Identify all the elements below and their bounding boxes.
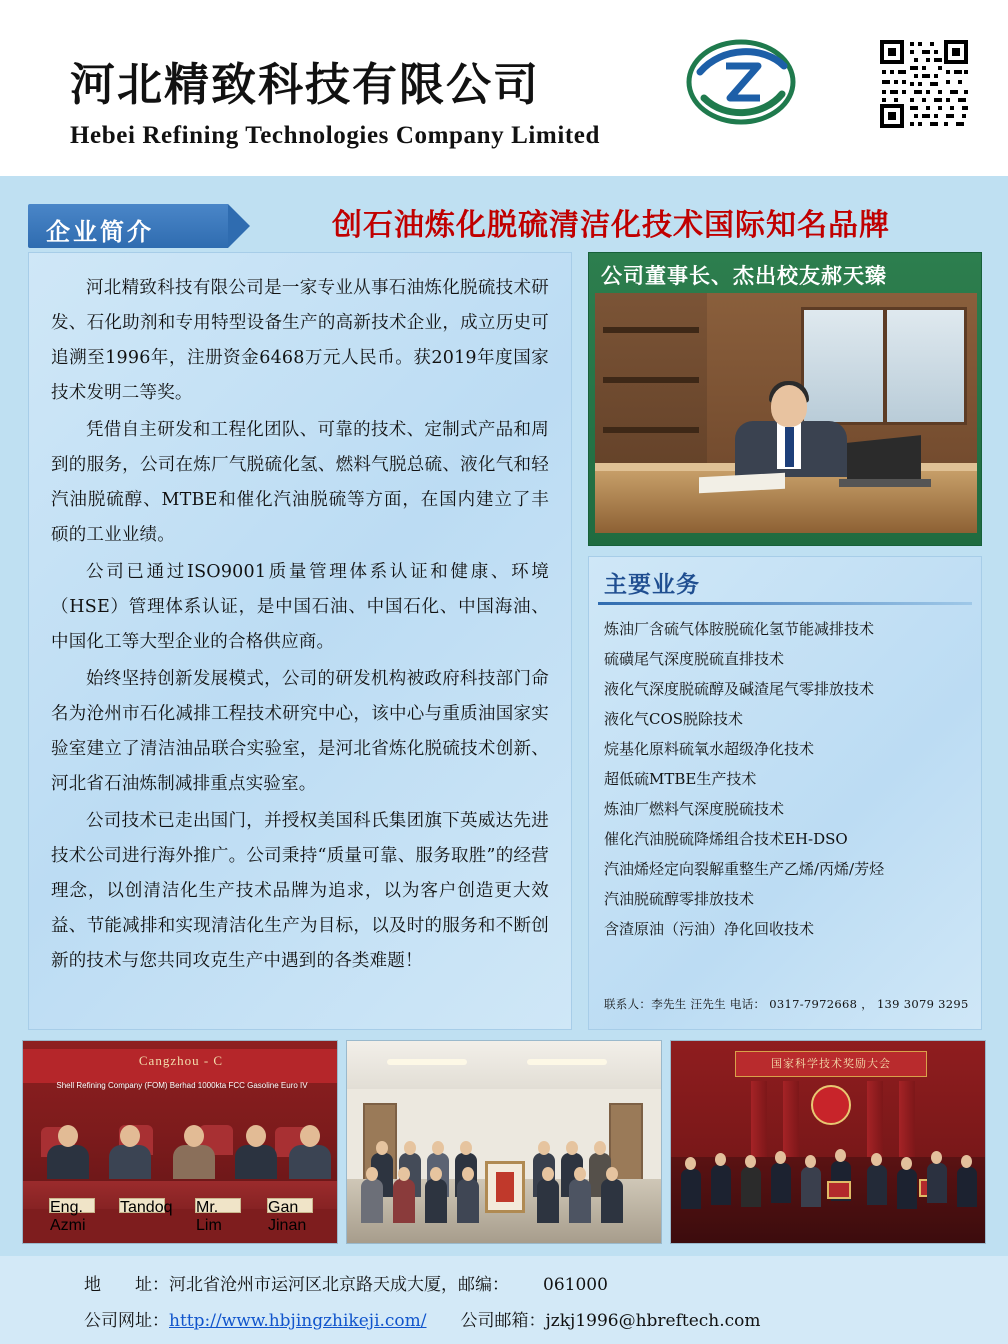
business-contact-line: 联系人：李先生 汪先生 电话： 0317-7972668 ， 139 3079 3295 [604,997,969,1011]
footer-website-link[interactable]: http://www.hbjingzhikeji.com/ [169,1311,427,1331]
photo-banner-text: Cangzhou - C [138,1053,224,1068]
company-name-cn: 河北精致科技有限公司 [70,58,541,111]
photo-subtitle-text: Shell Refining Company (FOM) Berhad 1000kta FCC Gasoline Euro IV [56,1081,308,1090]
main-business-divider [598,602,972,605]
company-logo-icon [686,36,796,128]
business-list-item: 硫磺尾气深度脱硫直排技术 [604,650,785,668]
chairman-card [588,252,982,546]
main-business-title: 主要业务 [604,571,700,598]
profile-paragraph: 始终坚持创新发展模式，公司的研发机构被政府科技部门命名为沧州市石化减排工程技术研究中心，该中心与重质油国家实验室建立了清洁油品联合实验室，是河北省炼化脱硫技术创新、河北省石油炼制减排重点实验室。 [51,669,549,794]
name-card: Mr. Lim [195,1198,241,1213]
photo-strip [22,1040,986,1244]
profile-paragraph: 河北精致科技有限公司是一家专业从事石油炼化脱硫技术研发、石化助剂和专用特型设备生产的高新技术企业，成立历史可追溯至1996年，注册资金6468万元人民币。获2019年度国家技术发明二等奖。 [51,278,549,403]
photo-conference-meeting [22,1040,338,1244]
profile-paragraph: 公司已通过ISO9001质量管理体系认证和健康、环境（HSE）管理体系认证，是中国石油、中国石化、中国海油、中国化工等大型企业的合格供应商。 [51,562,549,652]
business-list-item: 炼油厂燃料气深度脱硫技术 [604,800,785,818]
footer-website-label: 公司网址： [84,1311,169,1331]
business-list-item: 汽油烯烃定向裂解重整生产乙烯/丙烯/芳烃 [604,860,885,878]
chairman-photo [595,293,977,533]
section-title-company-profile: 企业简介 [46,217,154,246]
business-list-item: 烷基化原料硫氧水超级净化技术 [604,740,815,758]
name-card: Tandoq [120,1199,173,1216]
profile-paragraph: 凭借自主研发和工程化团队、可靠的技术、定制式产品和周到的服务，公司在炼厂气脱硫化氢、燃料气脱总硫、液化气和轻汽油脱硫醇、MTBE和催化汽油脱硫等方面，在国内建立了丰硕的工业业绩。 [51,420,549,545]
footer-address-row [84,1270,608,1295]
profile-paragraph: 公司技术已走出国门，并授权美国科氏集团旗下英威达先进技术公司进行海外推广。公司秉持“质量可靠、服务取胜”的经营理念，以创清洁化生产技术品牌为追求，以为客户创造更大效益、节能减排和实现清洁化生产为目标，以及时的服务和不断创新的技术与您共同攻克生产中遇到的各类难题！ [51,811,549,971]
main-business-list [604,614,972,944]
chairman-title: 公司董事长、杰出校友郝天臻 [601,263,887,288]
footer-address-value: 河北省沧州市运河区北京路天成大厦，邮编： [169,1275,509,1295]
business-list-item: 液化气COS脱除技术 [604,710,744,728]
page-header [0,0,1008,176]
name-card: Gan Jinan [267,1198,313,1213]
footer-contact-row [84,1306,761,1331]
footer-email-value[interactable]: jzkj1996@hbreftech.com [545,1311,761,1331]
business-list-item: 液化气深度脱硫醇及碱渣尾气零排放技术 [604,680,875,698]
qr-code-icon [876,36,972,132]
footer-address-label: 地 址： [84,1275,169,1295]
page-footer [0,1256,1008,1344]
business-list-item: 含渣原油（污油）净化回收技术 [604,920,815,938]
business-list-item: 超低硫MTBE生产技术 [604,770,757,788]
footer-email-label: 公司邮箱： [460,1311,546,1331]
photo-banner-text: 国家科学技术奖励大会 [771,1058,891,1070]
company-name-en: Hebei Refining Technologies Company Limited [70,122,601,149]
page-headline: 创石油炼化脱硫清洁化技术国际知名品牌 [332,208,890,243]
business-list-item: 催化汽油脱硫降烯组合技术EH-DSO [604,830,848,848]
company-profile-panel [28,252,572,1030]
photo-award-ceremony [670,1040,986,1244]
business-list-item: 炼油厂含硫气体胺脱硫化氢节能减排技术 [604,620,875,638]
business-list-item: 汽油脱硫醇零排放技术 [604,890,755,908]
name-card: Eng. Azmi [49,1198,95,1213]
footer-postcode: 061000 [543,1275,608,1295]
photo-group-in-hall [346,1040,662,1244]
